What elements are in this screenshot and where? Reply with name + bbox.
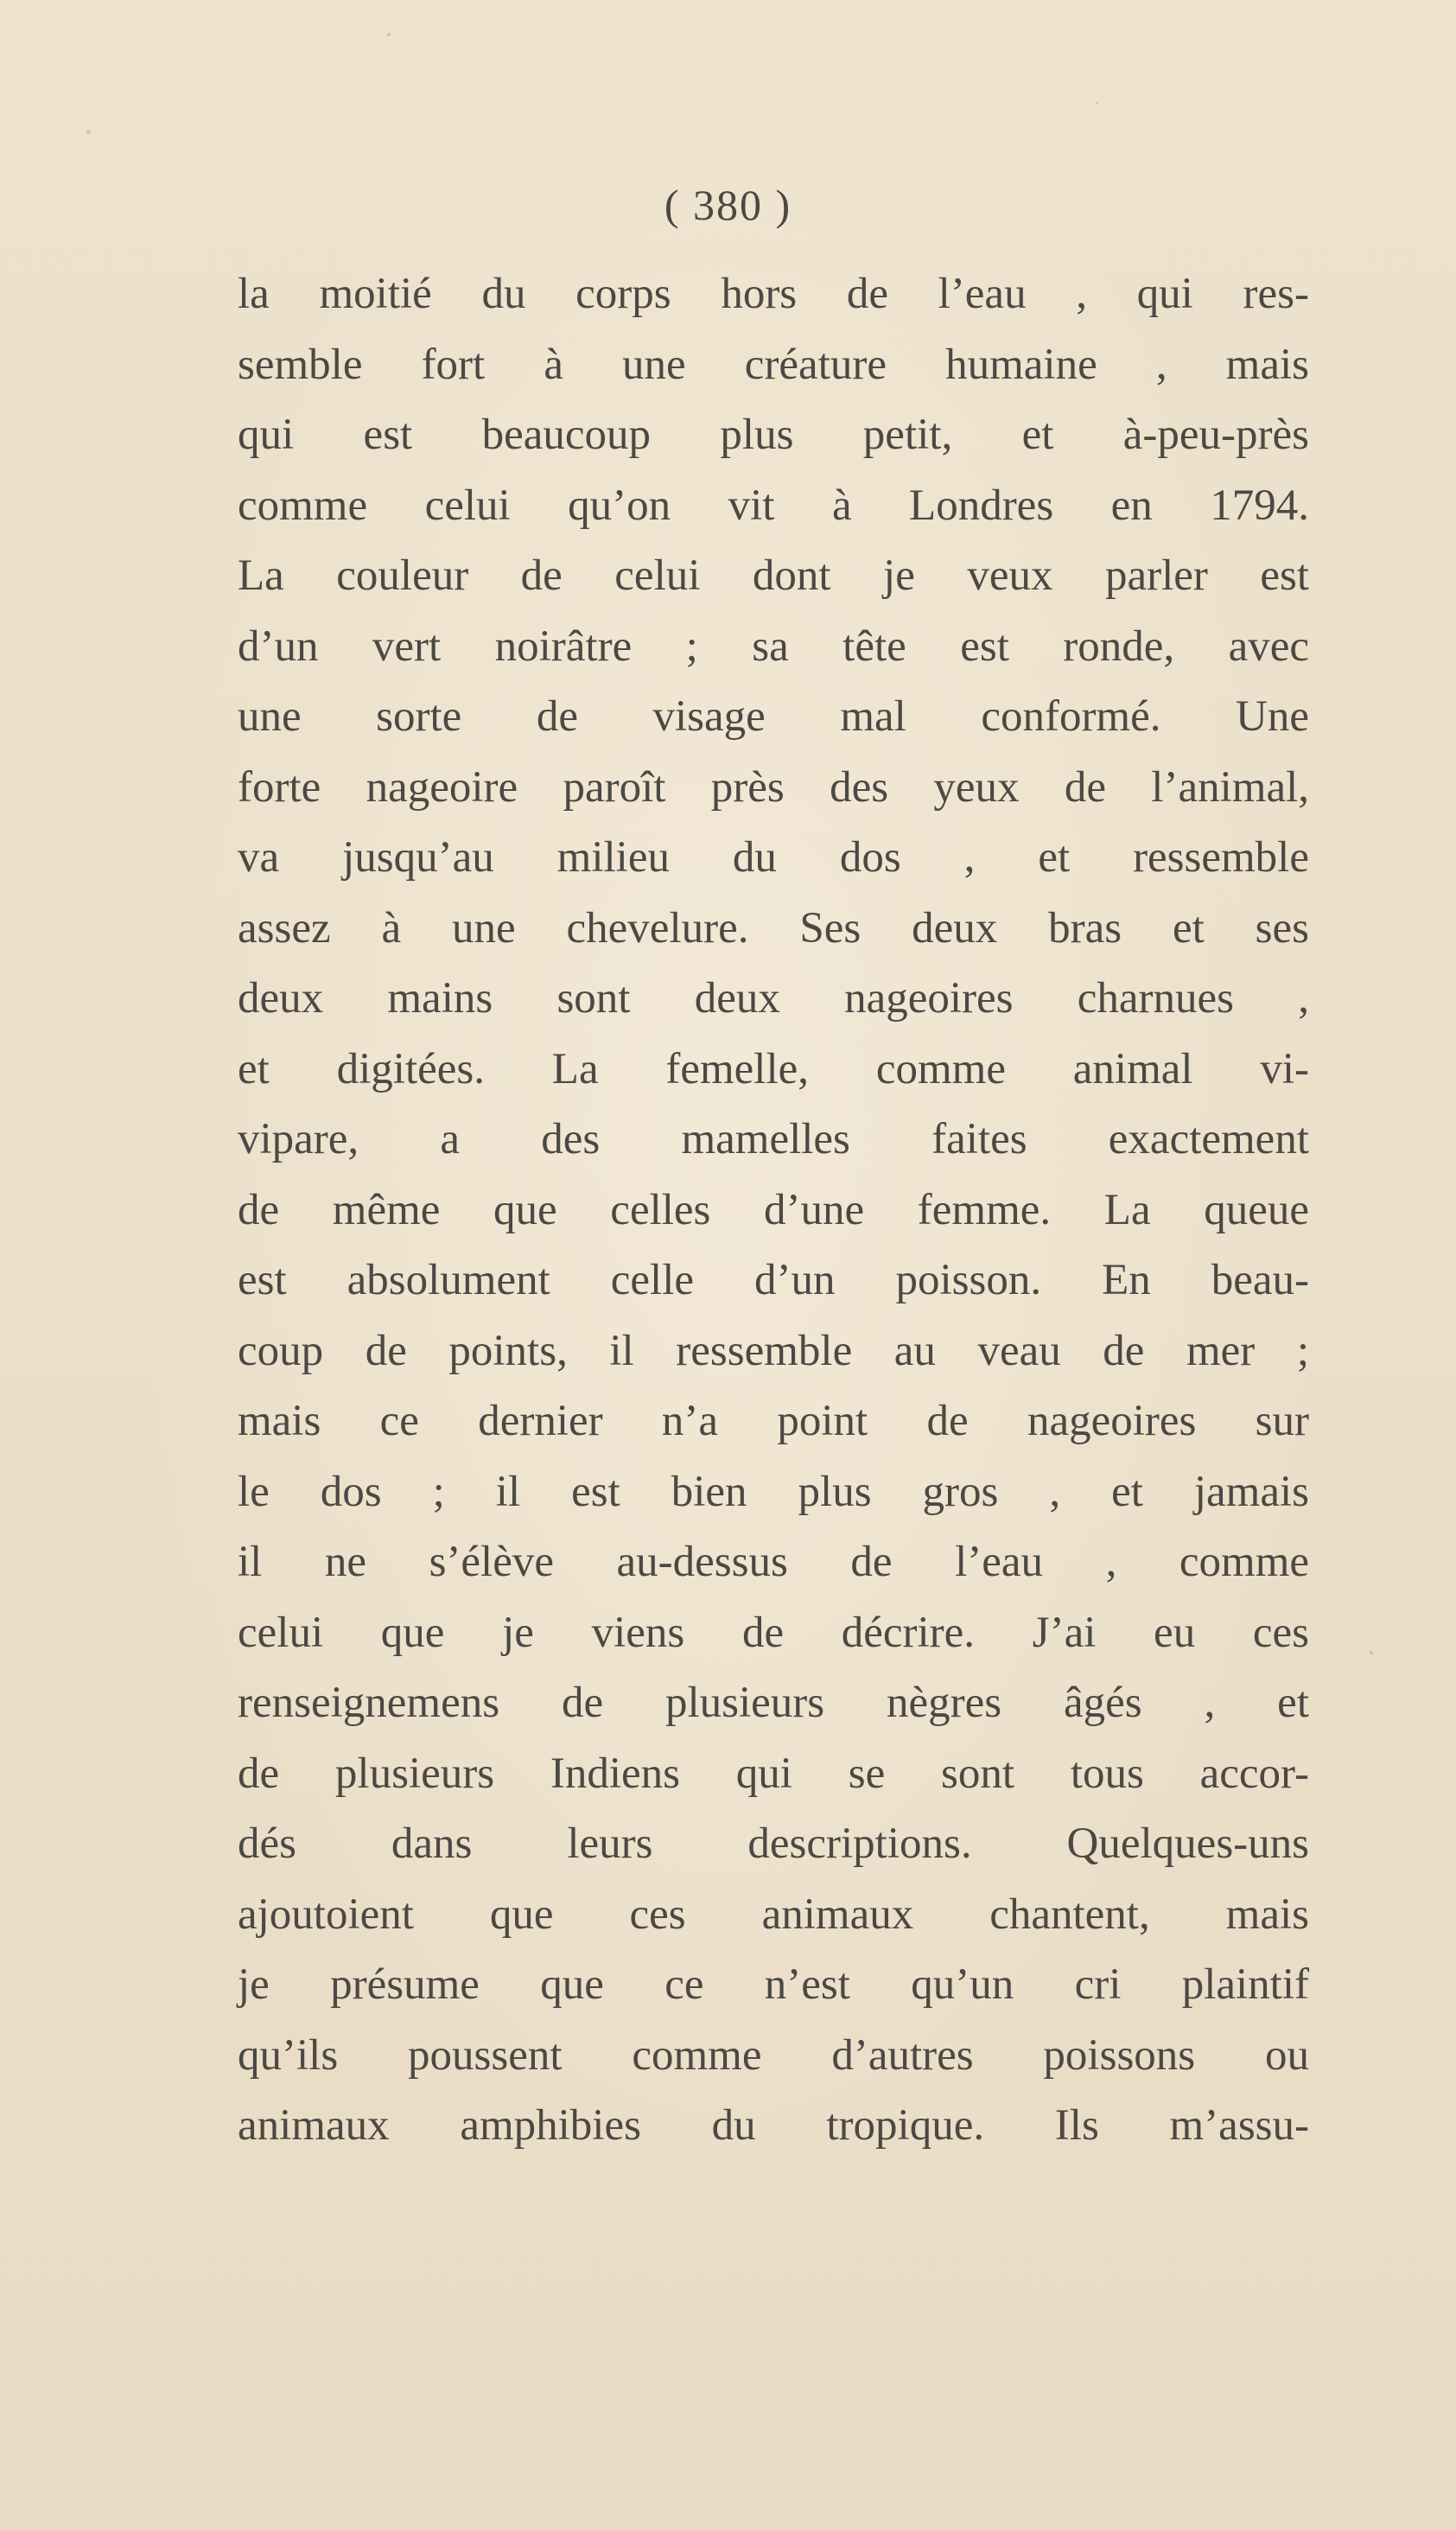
text-line: assez à une chevelure. Ses deux bras et ses [238, 903, 1309, 953]
text-line: va jusqu’au milieu du dos , et ressemble [238, 833, 1309, 882]
text-line: renseignemens de plusieurs nègres âgés , et [238, 1679, 1309, 1727]
paper-speck [1370, 1651, 1373, 1654]
body-text [238, 259, 1309, 2162]
text-line: la moitié du corps hors de l’eau , qui res- [238, 270, 1309, 318]
text-line: La couleur de celui dont je veux parler est [238, 551, 1309, 600]
text-line: deux mains sont deux nageoires charnues , [238, 974, 1309, 1023]
text-line: forte nageoire paroît près des yeux de l’animal, [238, 762, 1309, 812]
text-line: ajoutoient que ces animaux chantent, mais [238, 1890, 1309, 1939]
text-line: vipare, a des mamelles faites exactement [238, 1115, 1309, 1163]
text-line: comme celui qu’on vit à Londres en 1794. [238, 481, 1309, 530]
text-line: qui est beaucoup plus petit, et à-peu-près [238, 411, 1309, 459]
text-line: il ne s’élève au-dessus de l’eau , comme [238, 1538, 1309, 1586]
text-line: celui que je viens de décrire. J’ai eu ces [238, 1608, 1309, 1657]
text-line: qu’ils poussent comme d’autres poissons ou [238, 2030, 1309, 2080]
text-line: je présume que ce n’est qu’un cri plaintif [238, 1960, 1309, 2009]
text-line: dés dans leurs descriptions. Quelques-uns [238, 1819, 1309, 1868]
paper-speck [86, 130, 91, 134]
text-line: et digitées. La femelle, comme animal vi- [238, 1044, 1309, 1093]
paper-speck [387, 33, 391, 36]
text-line: d’un vert noirâtre ; sa tête est ronde, avec [238, 621, 1309, 671]
paper-speck [1096, 102, 1098, 105]
text-line: le dos ; il est bien plus gros , et jamais [238, 1467, 1309, 1516]
text-line: de même que celles d’une femme. La queue [238, 1185, 1309, 1234]
page-number: ( 380 ) [664, 181, 792, 229]
text-line: animaux amphibies du tropique. Ils m’assu- [238, 2101, 1309, 2150]
text-line: mais ce dernier n’a point de nageoires sur [238, 1397, 1309, 1445]
text-line: semble fort à une créature humaine , mais [238, 340, 1309, 389]
text-line: de plusieurs Indiens qui se sont tous accor- [238, 1749, 1309, 1798]
text-line: est absolument celle d’un poisson. En beau- [238, 1256, 1309, 1304]
text-line: une sorte de visage mal conformé. Une [238, 692, 1309, 741]
text-line: coup de points, il ressemble au veau de mer ; [238, 1326, 1309, 1375]
